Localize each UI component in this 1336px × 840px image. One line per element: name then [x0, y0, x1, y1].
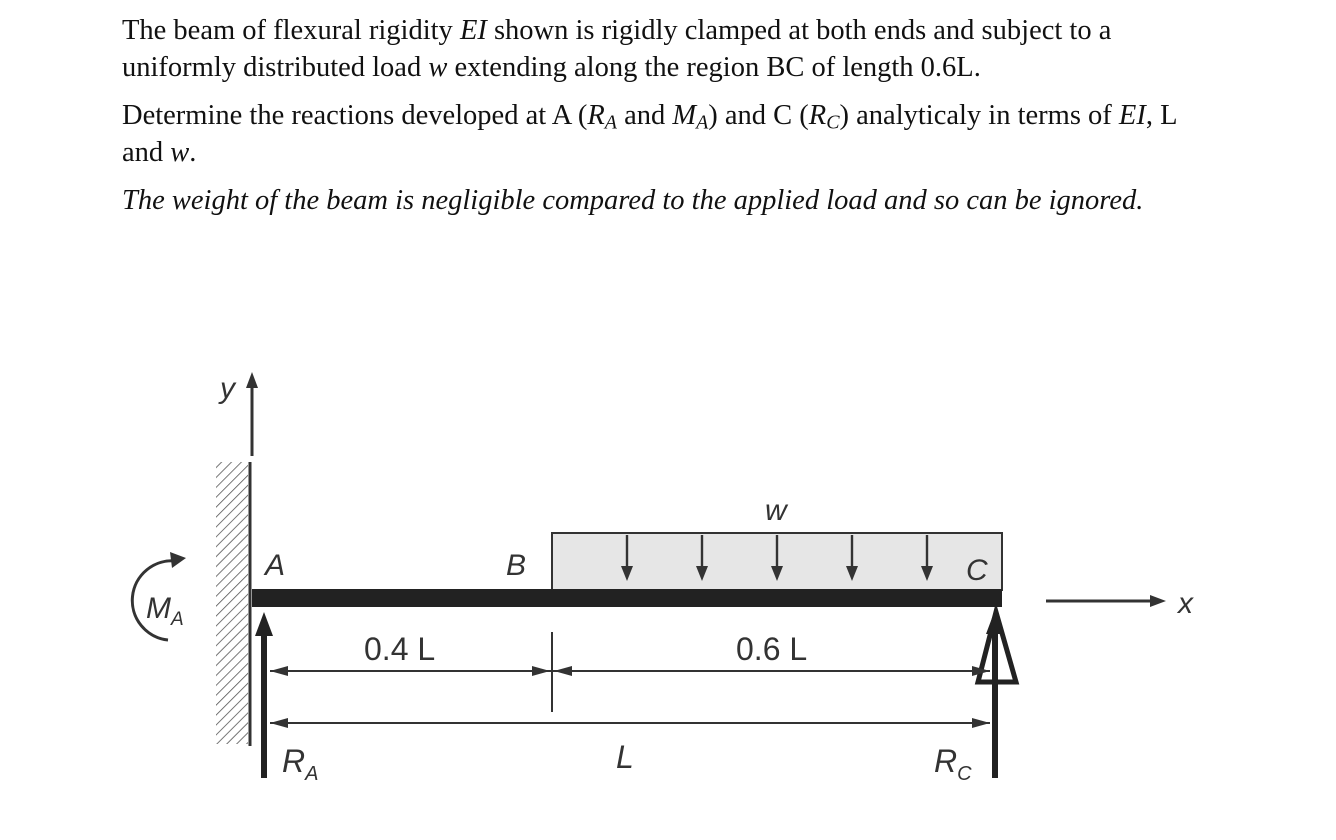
wall-hatching	[216, 462, 248, 744]
reaction-a-label-sub: A	[305, 763, 319, 785]
moment-label-sub: A	[171, 609, 184, 630]
p1-ei: EI	[459, 15, 487, 46]
load-label: w	[765, 494, 787, 527]
p2-ma-m: M	[672, 100, 697, 131]
dim-ab-label: 0.4 L	[364, 631, 436, 667]
x-axis-arrowhead	[1150, 595, 1166, 607]
p2-ei: EI	[1118, 100, 1146, 131]
p1-text-1: The beam of flexural rigidity	[122, 15, 460, 46]
y-axis-arrowhead	[246, 372, 258, 388]
p2-text-4: ) analyticaly in terms of	[839, 100, 1119, 131]
p2-ra-r: R	[587, 100, 605, 131]
p2-ra-sub: A	[604, 111, 617, 134]
p2-text-3: ) and C (	[708, 100, 809, 131]
dim-bc-label: 0.6 L	[736, 631, 808, 667]
p1-w: w	[428, 52, 448, 83]
reaction-a-arrowhead	[255, 612, 273, 636]
p2-ma-sub: A	[696, 111, 709, 134]
p2-text-2: and	[616, 100, 673, 131]
moment-label	[146, 592, 184, 630]
reaction-c-label-sub: C	[957, 763, 972, 785]
point-b-label: B	[506, 549, 527, 582]
x-axis-label: x	[1178, 587, 1193, 620]
reaction-a-label	[282, 743, 318, 785]
p1-text-2: shown is rigidly clamped at both ends and subject to a uniformly distributed load	[122, 15, 1112, 83]
dim-ab-arrow-right	[532, 666, 550, 676]
moment-arrowhead	[170, 552, 186, 568]
problem-note: The weight of the beam is negligible compared to the applied load and so can be ignored.	[122, 185, 1144, 216]
dim-total-label: L	[616, 739, 634, 775]
p2-text-1: Determine the reactions developed at A (	[122, 100, 588, 131]
point-a-label: A	[265, 549, 286, 582]
reaction-a-label-r: R	[282, 743, 306, 779]
p2-text-5: , L and	[122, 100, 1177, 168]
p1-text-3: extending along the region BC of length 0.6L.	[447, 52, 981, 83]
dim-total-arrow-left	[270, 718, 288, 728]
point-c-label: C	[966, 554, 988, 587]
reaction-c-label	[934, 743, 972, 785]
moment-label-m: M	[146, 592, 171, 625]
p2-w: w	[170, 137, 190, 168]
beam	[252, 589, 1002, 607]
p2-rc-r: R	[808, 100, 827, 131]
dim-total-arrow-right	[972, 718, 990, 728]
reaction-c-label-r: R	[934, 743, 958, 779]
p2-text-6: .	[189, 137, 197, 168]
dim-bc-arrow-left	[554, 666, 572, 676]
dim-ab-arrow-left	[270, 666, 288, 676]
y-axis-label: y	[220, 372, 235, 405]
p2-rc-sub: C	[826, 111, 840, 134]
